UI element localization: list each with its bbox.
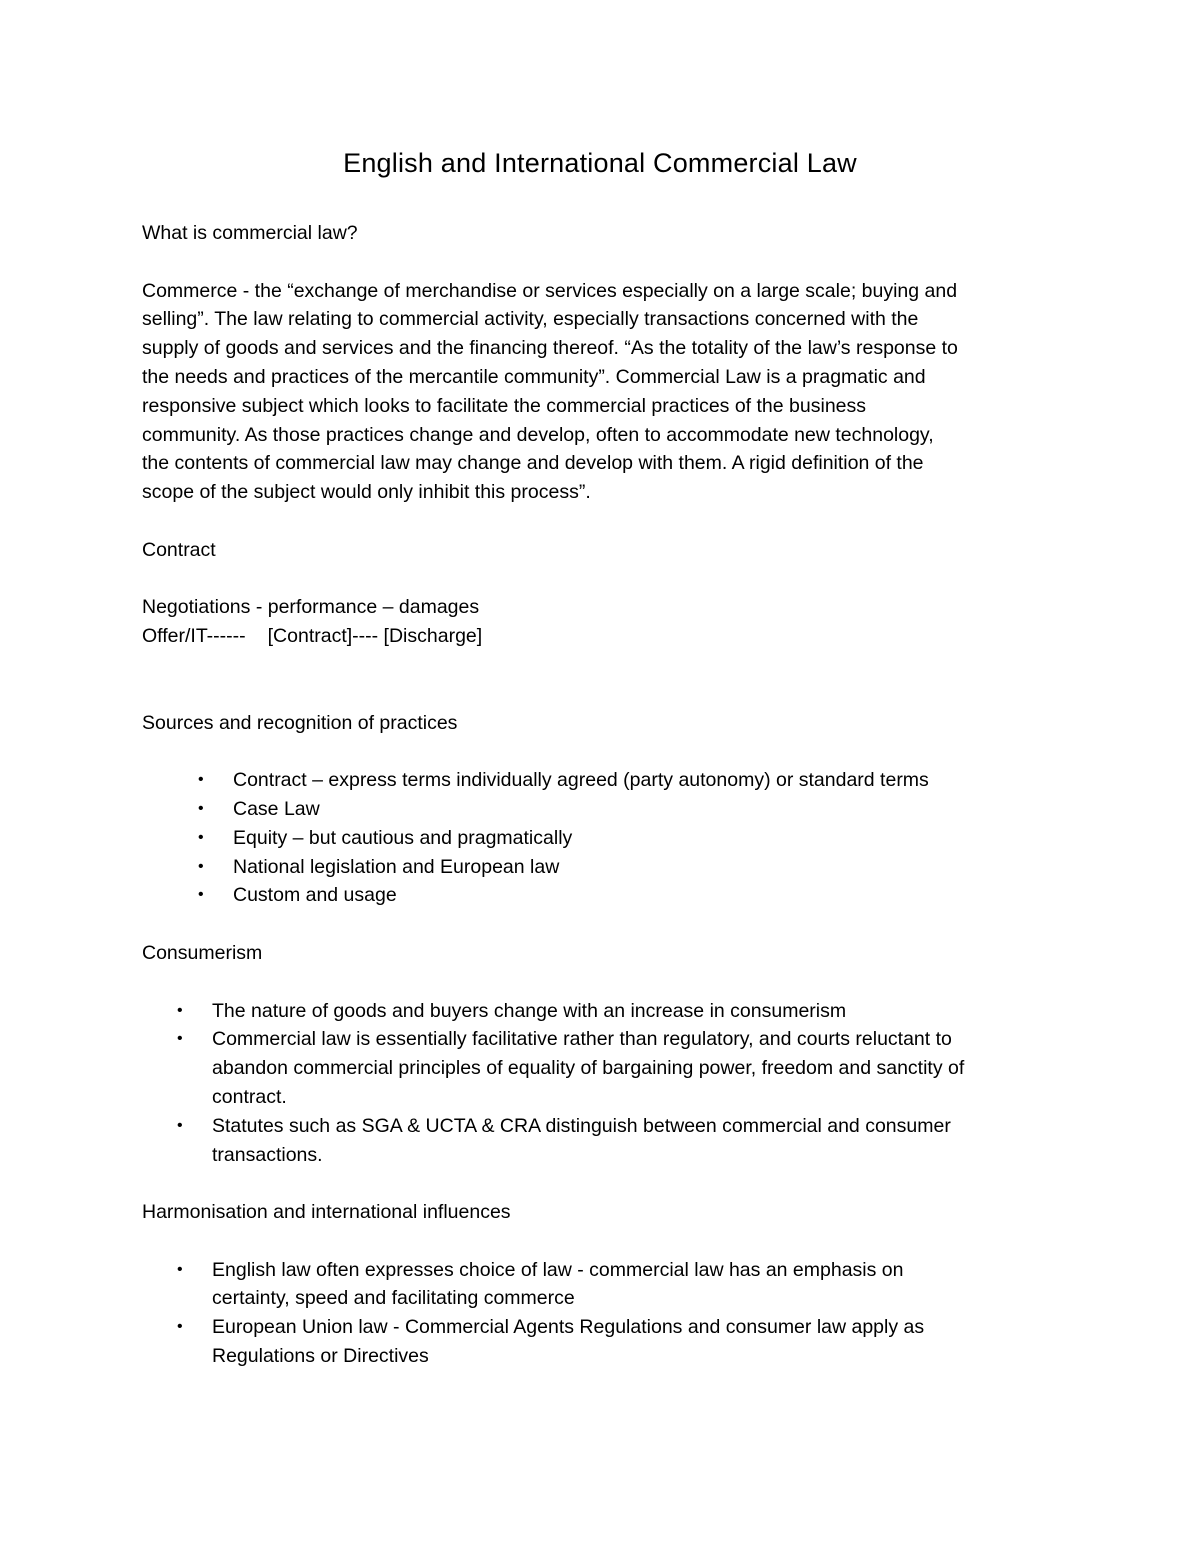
- list-item: • European Union law - Commercial Agents Regulations and consumer law apply as Regulations or Directives: [142, 1313, 1057, 1371]
- contract-flow-discharge: [Contract]---- [Discharge]: [267, 625, 483, 648]
- list-item: • Case Law: [142, 795, 1057, 824]
- intro-line: responsive subject which looks to facilitate the commercial practices of the business: [142, 394, 867, 417]
- intro-line: the needs and practices of the mercantile community”. Commercial Law is a pragmatic and: [142, 365, 926, 388]
- question-heading: What is commercial law?: [142, 222, 358, 244]
- intro-line: supply of goods and services and the financing thereof. “As the totality of the law’s response to: [142, 337, 958, 360]
- harmonisation-heading: Harmonisation and international influences: [142, 1201, 511, 1224]
- document-body: [142, 219, 1057, 1371]
- bullet-icon: •: [177, 1116, 183, 1134]
- bullet-icon: •: [177, 1260, 183, 1278]
- list-item: • Commercial law is essentially facilitative rather than regulatory, and courts reluctant to abandon commercial principles of equality of bargaining power, freedom and sanctity of contract.: [142, 1025, 1057, 1111]
- sources-list: [142, 766, 1057, 910]
- intro-line: scope of the subject would only inhibit this process”.: [142, 481, 591, 504]
- list-item: • Custom and usage: [142, 881, 1057, 910]
- consumerism-heading: Consumerism: [142, 941, 263, 964]
- list-item: • National legislation and European law: [142, 853, 1057, 882]
- bullet-icon: •: [177, 1001, 183, 1019]
- bullet-icon: •: [198, 857, 204, 875]
- document-title: English and International Commercial Law: [343, 148, 857, 178]
- intro-line: selling”. The law relating to commercial activity, especially transactions concerned with the: [142, 308, 919, 331]
- consumerism-list: [142, 997, 1057, 1170]
- bullet-icon: •: [198, 771, 204, 789]
- intro-line: community. As those practices change and develop, often to accommodate new technology,: [142, 423, 934, 446]
- intro-line: Commerce - the “exchange of merchandise or services especially on a large scale; buying and: [142, 279, 958, 302]
- bullet-icon: •: [198, 828, 204, 846]
- intro-line: the contents of commercial law may change and develop with them. A rigid definition of the: [142, 452, 924, 475]
- harmonisation-list: [142, 1256, 1057, 1371]
- list-item: • The nature of goods and buyers change with an increase in consumerism: [142, 997, 1057, 1026]
- contract-flow-offer: Offer/IT------: [142, 625, 246, 648]
- list-item: • Equity – but cautious and pragmatically: [142, 824, 1057, 853]
- list-item: • Statutes such as SGA & UCTA & CRA distinguish between commercial and consumer transactions.: [142, 1112, 1057, 1170]
- contract-flow-line: [142, 622, 1057, 651]
- bullet-icon: •: [177, 1318, 183, 1336]
- bullet-icon: •: [198, 799, 204, 817]
- list-item: • English law often expresses choice of law - commercial law has an emphasis on certainty, speed and facilitating commerce: [142, 1256, 1057, 1314]
- contract-stages-line: Negotiations - performance – damages: [142, 596, 480, 619]
- bullet-icon: •: [177, 1030, 183, 1048]
- list-item: • Contract – express terms individually agreed (party autonomy) or standard terms: [142, 766, 1057, 795]
- bullet-icon: •: [198, 886, 204, 904]
- contract-heading: Contract: [142, 538, 216, 561]
- intro-paragraph: [142, 277, 1057, 507]
- sources-heading: Sources and recognition of practices: [142, 711, 458, 734]
